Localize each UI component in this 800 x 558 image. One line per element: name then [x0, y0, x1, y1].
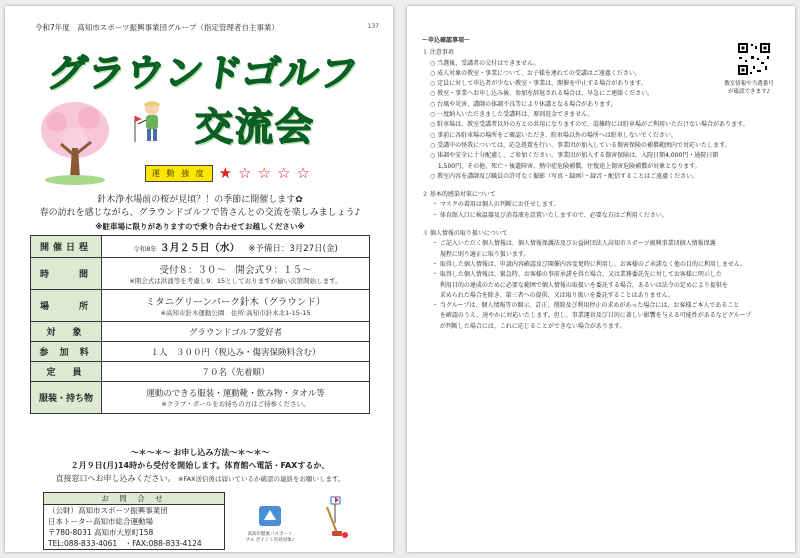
exercise-intensity — [145, 164, 316, 182]
wear-value: 運動のできる服装・運動靴・飲み物・タオル等 — [146, 389, 325, 399]
list-item: が判断した場合には、これに応じることができない場合があります。 — [432, 322, 626, 330]
list-item: 求められた場合を除き、第三者への提供、又は取り扱いを委託することはありません。 — [432, 291, 675, 299]
list-item: ○ 当選後、受講者の交付はできません。 — [430, 59, 540, 67]
table-row — [31, 362, 370, 382]
intro-line-2: 春の訪れを感じながら、グラウンドゴルフで皆さんとの交流を楽しみましょう♪ — [39, 208, 361, 218]
list-item: ○ 教室内容を講師及び職員の許可なく撮影（写真・録画）・録音・配信することはご遠慮ください。 — [430, 172, 699, 180]
wear-cell — [102, 382, 370, 414]
table-row — [31, 258, 370, 290]
qr-caption: 教室情報や当選番号 が確認できます♪ — [724, 81, 774, 95]
intensity-label: 運 動 強 度 — [145, 165, 213, 182]
time-label: 時 間 — [31, 258, 102, 290]
table-row — [31, 322, 370, 342]
section-3-title: ３ 個人情報の取り扱いについて — [422, 230, 508, 238]
list-item: ○ 体調や安全に十分配慮し、ご参加ください。事業団が加入する傷害保険は、入院日額4,000円・通院日額 — [430, 152, 719, 160]
contact-phone: TEL:088-833-4061 ・FAX:088-833-4124 — [48, 539, 202, 548]
flyer-page-front — [5, 6, 393, 552]
qr-code-icon[interactable] — [737, 42, 771, 76]
intro-text — [15, 194, 385, 233]
list-item: ○ 事前に各駐車場の場所をご確認いただき、駐車場以外の場所へは駐車しないでください。 — [430, 131, 677, 139]
golfer-illustration — [130, 98, 170, 148]
list-item: ○ 台風や災害、講師の体調不良等により休講となる場合があります。 — [430, 100, 617, 108]
contact-line: 〒780-8031 高知市大原町158 — [48, 528, 154, 537]
time-note: ※開会式は洪涌等を考慮し9：15としておりますが揃い次第開始します。 — [129, 277, 342, 285]
contact-title: お 問 合 せ — [44, 493, 224, 505]
table-row — [31, 342, 370, 362]
contact-line: （公財）高知市スポーツ振興事業団 — [48, 506, 168, 515]
contact-line: 日本トーター高知市総合運動場 — [48, 517, 153, 526]
list-item: ・ 取得した個人情報は、緊急時、お客様の事前承諾を得た場合、又は業務委託先に対してお客様に明示した — [432, 271, 722, 279]
contact-box — [43, 492, 225, 550]
table-row — [31, 236, 370, 258]
page-number: 137 — [367, 23, 379, 30]
fee-label: 参 加 料 — [31, 342, 102, 362]
date-cell: 令和8年 ３月２５日（水） ※予備日：3月27日(金) — [102, 236, 370, 258]
list-item: ○ 定員に対して申込者が少ない教室・事業は、開催を中止する場合があります。 — [430, 80, 647, 88]
terms-heading: ～申込確認事項～ — [422, 37, 471, 44]
section-2-title: ２ 基本的感染対策について — [422, 191, 496, 199]
golf-club-icon — [315, 493, 355, 543]
date-label: 開催日程 — [31, 236, 102, 258]
list-item: ・ 取得した個人情報は、申請内容確認及び開催内容変更時に利用し、お客様のご承諾なく他の目的に利用しません。 — [432, 260, 747, 268]
passport-icon — [257, 504, 283, 528]
apply-line-2: 直接窓口へお申し込みください。 ※FAX送信後は届いているか確認の連絡をお願いします。 — [55, 474, 345, 483]
list-item: ・ 体育館入口に検温器及び消毒液を設置いたしますので、必要な方はご利用ください。 — [432, 211, 668, 219]
health-passport-logo: 高知市健康パスポート ブル ポイント有効対象♪ — [245, 504, 295, 544]
intensity-stars: ★☆☆☆☆ — [218, 164, 316, 182]
capacity-value: ７０名（先着順） — [102, 362, 370, 382]
fee-value: １人 ３００円（税込み・傷害保険料含む） — [102, 342, 370, 362]
flyer-page-back — [407, 6, 795, 552]
event-info-table — [30, 235, 370, 414]
list-item: 1,500円、その他、死亡・後遺障害、熱中症危険補償。往復途上傷害危険補償が対象となります。 — [430, 162, 701, 170]
title-line-2: 交流会 — [195, 105, 316, 149]
date-value: ３月２５日（水） — [159, 243, 240, 254]
application-section — [15, 446, 385, 486]
parking-note: ※駐車場に限りがありますので乗り合わせてお越しください※ — [95, 222, 305, 231]
wear-note: ※クラブ・ボールをお持ちの方はご持参ください。 — [161, 400, 310, 408]
cherry-tree-illustration — [35, 98, 115, 188]
apply-heading: ～＊～＊～ お申し込み方法～＊～＊～ — [130, 448, 270, 457]
list-item: ○ 一度納入いただきました受講料は、原則返金できません。 — [430, 111, 594, 119]
place-label: 場 所 — [31, 290, 102, 322]
section-1-title: １ 注意事項 — [422, 49, 454, 57]
apply-note: ※FAX送信後は届いているか確認の連絡をお願いします。 — [178, 475, 345, 483]
list-item: ・ ご記入いただく個人情報は、個人情報保護法及び公益財団法人高知市スポーツ振興事業団個人情報保護 — [432, 240, 716, 248]
list-item: 規程に則り適正に取り扱います。 — [432, 250, 530, 258]
intro-line-1: 針木浄水場前の桜が見頃？！の季節に開催します✿ — [97, 195, 303, 205]
list-item: ○ 受講中の怪我については、応急処置を行い、事業団が加入している傷害保険の補償範囲内で対応いたします。 — [430, 141, 731, 149]
place-value: ミタニグリーンパーク針木（グラウンド） — [145, 297, 326, 308]
table-row — [31, 382, 370, 414]
table-row — [31, 290, 370, 322]
capacity-label: 定 員 — [31, 362, 102, 382]
wear-label: 服装・持ち物 — [31, 382, 102, 414]
reserve-date: ※予備日：3月27日(金) — [248, 244, 338, 254]
place-cell — [102, 290, 370, 322]
apply-line-1: ２月９日(月)14時から受付を開始します。体育館へ電話・FAXするか、 — [70, 461, 330, 470]
list-item: ・ 当グループは、個人情報等の開示、訂正、削除及び利用停止の求めがあった場合には、お客様ご本人であること — [432, 302, 740, 310]
list-item: 利用目的の達成のために必要な範囲で個人情報の取扱いを委託する場合、あるいは法令の定めにより提供を — [432, 281, 728, 289]
list-item: ○ 教室・事業へお申し込み後、参加を辞退される場合は、早急にご連絡ください。 — [430, 90, 654, 98]
list-item: ○ 駐車場は、教室受講者以外の方との共用になりますので、混雑時には駐車場がご利用いただけない場合があります。 — [430, 121, 749, 129]
target-label: 対 象 — [31, 322, 102, 342]
place-note: ※高知市針木運動公園 住所:高知市針木北1-15-15 — [160, 309, 311, 317]
time-cell — [102, 258, 370, 290]
target-value: グラウンドゴルフ愛好者 — [102, 322, 370, 342]
organizer-header: 令和7年度 高知市スポーツ振興事業団グループ（指定管理者自主事業） — [35, 23, 279, 32]
list-item: ○ 成人対象の教室・事業について、お子様を連れての受講はご遠慮ください。 — [430, 69, 641, 77]
title-line-1: グラウンドゴルフ — [45, 51, 362, 95]
list-item: ・ マスクの着用は個人の判断にお任せします。 — [432, 201, 560, 209]
list-item: を確認のうえ、速やかに対応いたします。但し、事業運営及び目的に著しい影響を与える可能性があるなどグループ — [432, 312, 752, 320]
time-value: 受付８：３０～ 開会式９：１５～ — [159, 265, 312, 276]
